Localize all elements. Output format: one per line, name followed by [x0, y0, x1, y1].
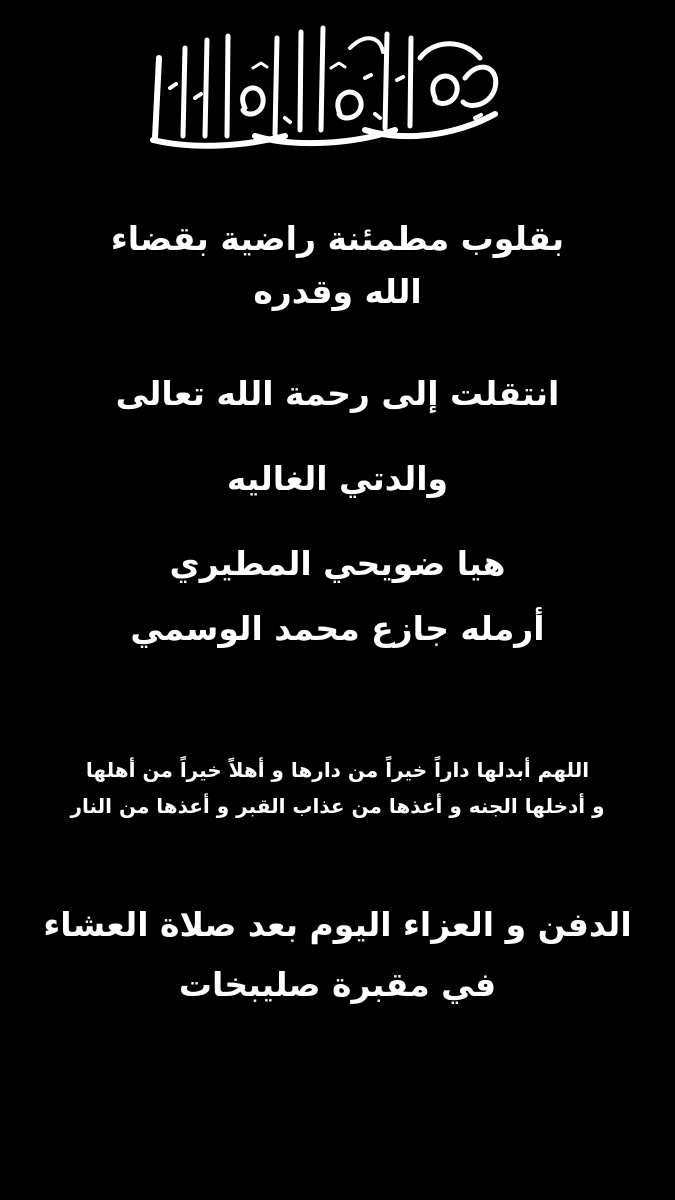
calligraphy-drawing	[135, 18, 515, 153]
widow-of-text: أرمله جازع محمد الوسمي	[130, 609, 545, 648]
relation-text: والدتي الغاليه	[226, 459, 449, 498]
passed-away-text: انتقلت إلى رحمة الله تعالى	[115, 374, 560, 413]
opening-line-2: الله وقدره	[253, 272, 422, 311]
deceased-name: هيا ضويحي المطيري	[169, 544, 506, 583]
funeral-time-text: الدفن و العزاء اليوم بعد صلاة العشاء	[43, 905, 632, 944]
prayer-line-1: اللهم أبدلها داراً خيراً من دارها و أهلاً خيراً من أهلها	[85, 758, 590, 782]
calligraphy-logo-icon	[135, 18, 515, 153]
prayer-line-2: و أدخلها الجنه و أعذها من عذاب القبر و أعذها من النار	[70, 794, 605, 818]
funeral-location-text: في مقبرة صليبخات	[178, 965, 497, 1004]
opening-line-1: بقلوب مطمئنة راضية بقضاء	[110, 219, 565, 258]
